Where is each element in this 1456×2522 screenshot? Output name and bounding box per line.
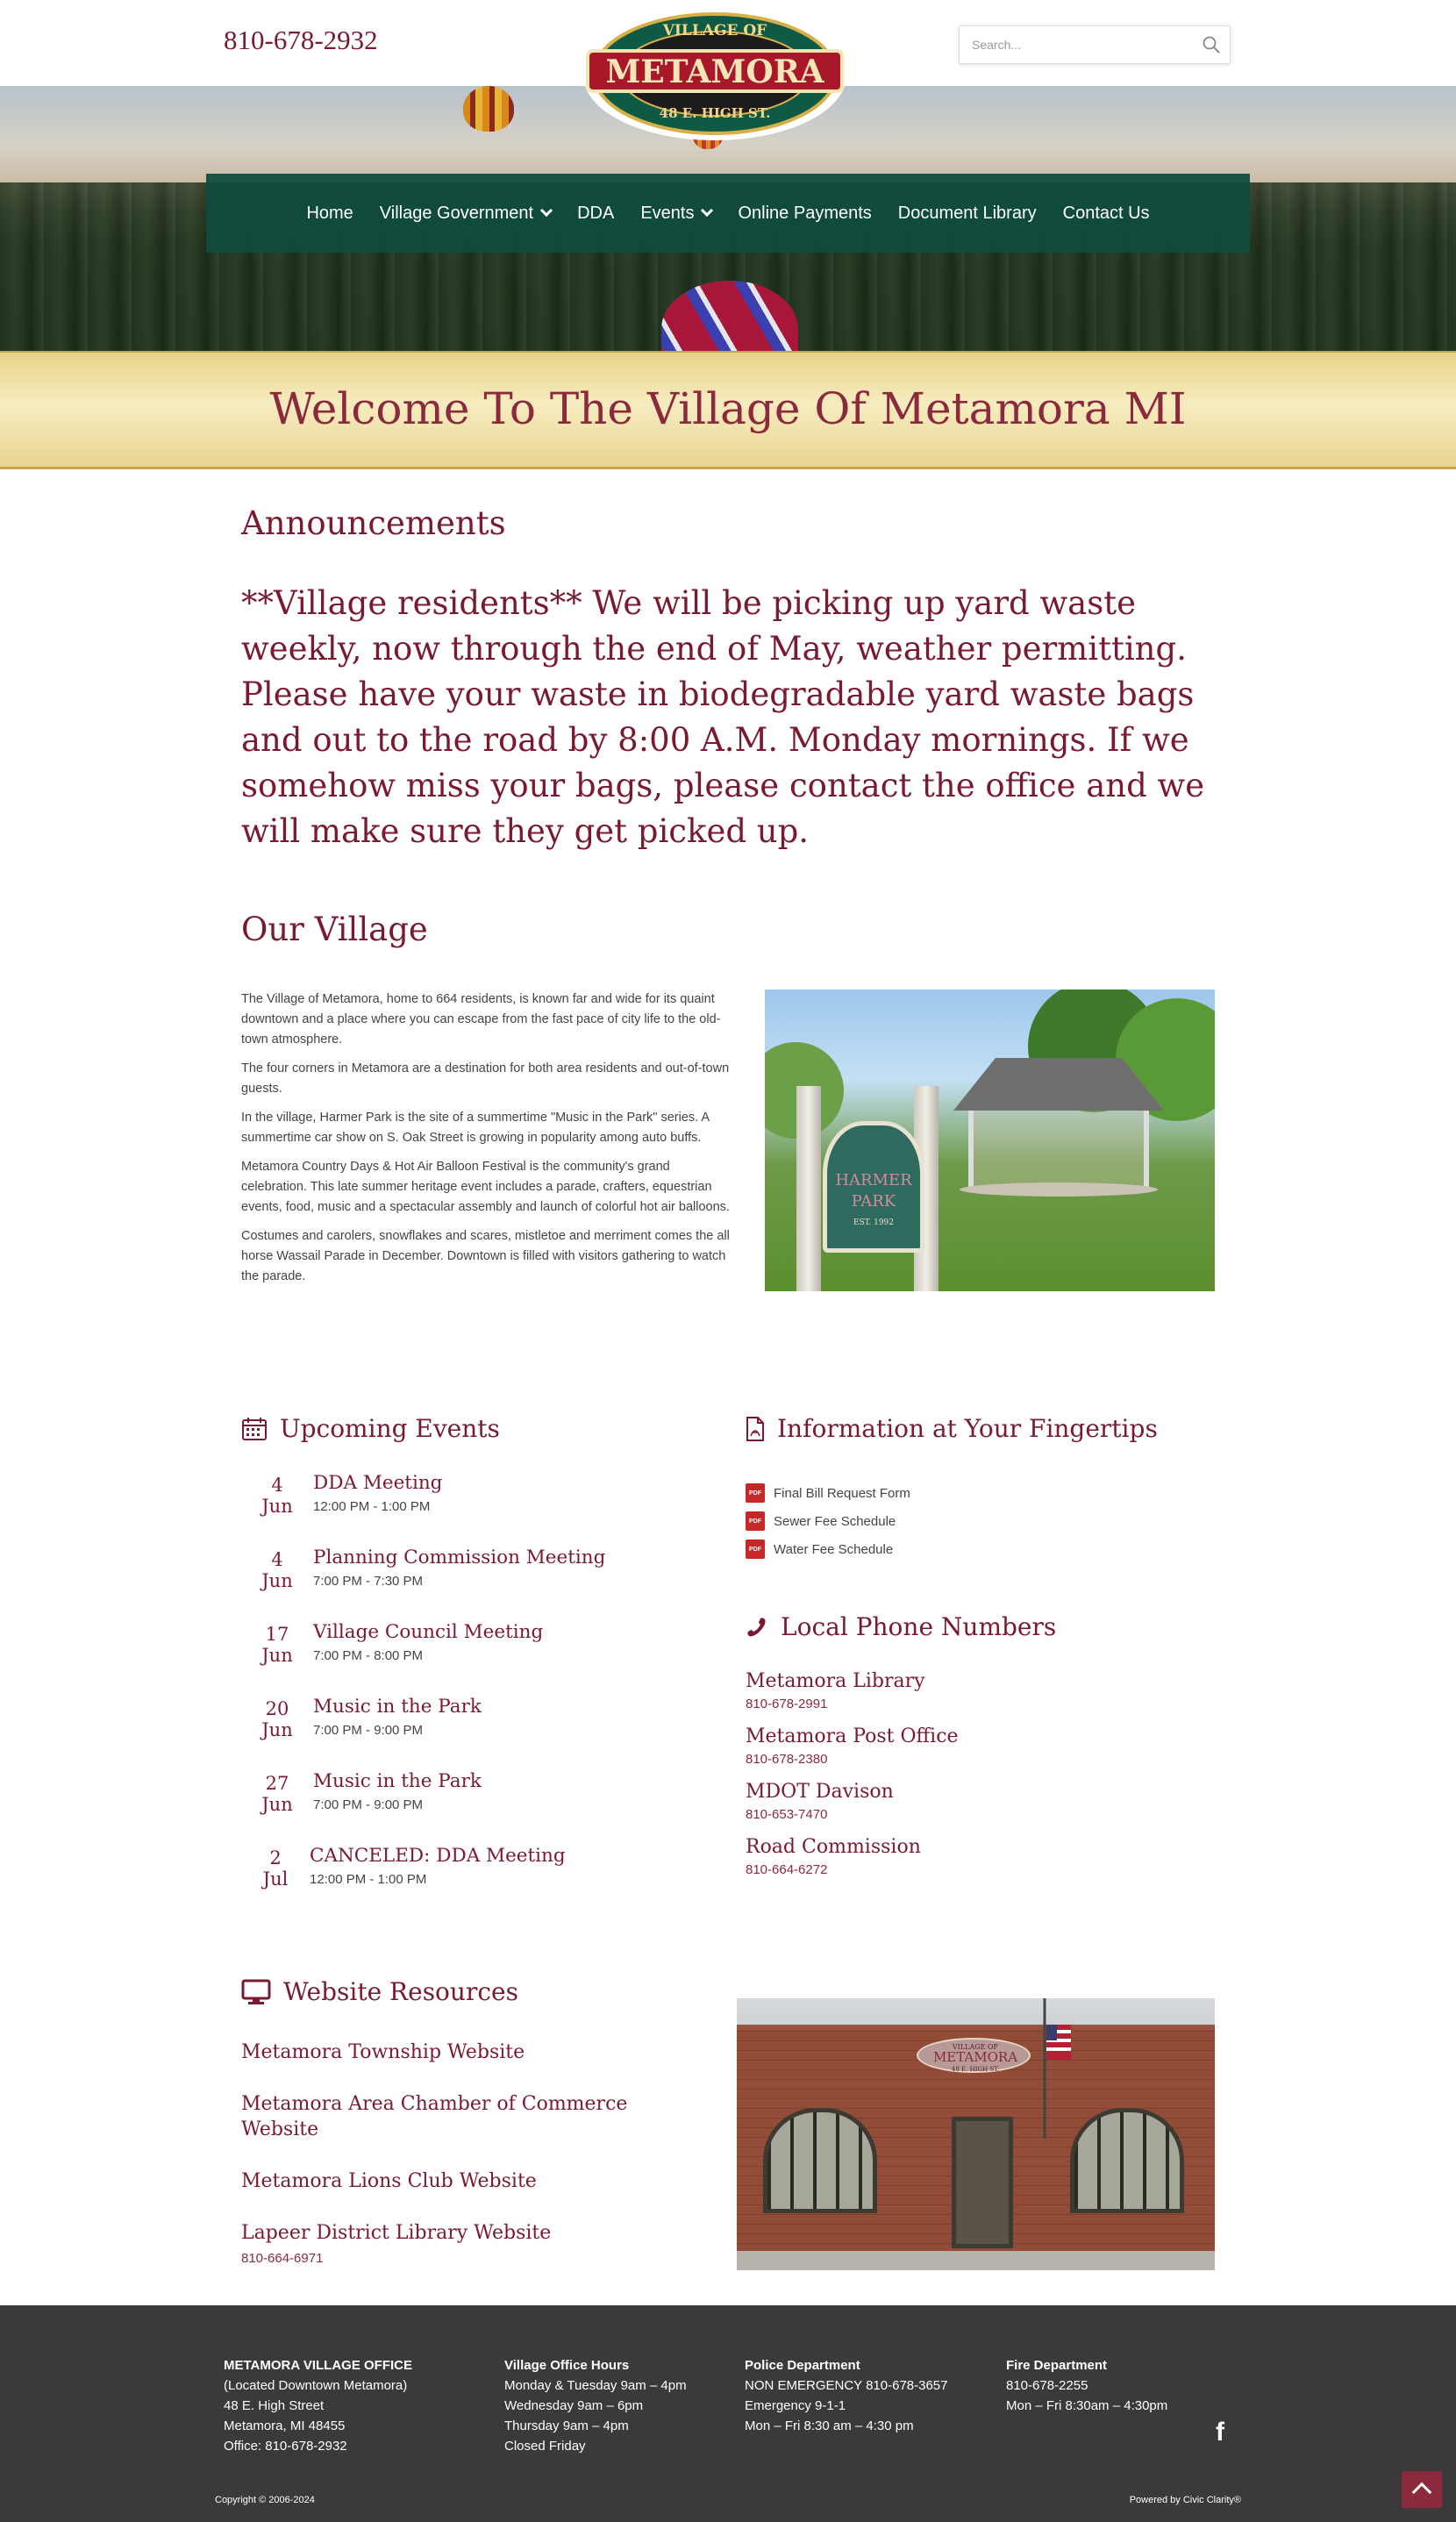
footer-line: 48 E. High Street: [224, 2398, 325, 2413]
document-label[interactable]: Sewer Fee Schedule: [774, 1513, 896, 1529]
event-day: 27: [265, 1773, 289, 1794]
event-time: 7:00 PM - 8:00 PM: [313, 1648, 424, 1663]
phone-entry-name: Metamora Post Office: [746, 1725, 959, 1747]
pdf-icon: PDF: [746, 1511, 765, 1531]
phone-entry: [746, 1670, 959, 1725]
phone-numbers-heading: [746, 1612, 1056, 1641]
footer-line: (Located Downtown Metamora): [224, 2378, 408, 2393]
village-paragraph: Metamora Country Days & Hot Air Balloon Festival is the community's grand celebration. This late summer heritage event includes a parade, crafters, equestrian events, food, music and a spectacular assembly and launch of colorful hot air balloons.: [241, 1160, 730, 1214]
event-time: 12:00 PM - 1:00 PM: [313, 1499, 431, 1514]
footer-line: Metamora, MI 48455: [224, 2418, 346, 2433]
resource-link[interactable]: Metamora Lions Club Website: [241, 2170, 537, 2192]
nav-events[interactable]: Events: [640, 204, 711, 224]
phone-numbers-label: Local Phone Numbers: [781, 1612, 1057, 1641]
pdf-icon: PDF: [746, 1540, 765, 1559]
event-name[interactable]: Planning Commission Meeting: [313, 1547, 606, 1568]
sign-est: EST. 1992: [853, 1218, 895, 1227]
document-link[interactable]: [746, 1535, 910, 1563]
event-date: [241, 1547, 313, 1621]
logo-top-text: VILLAGE OF: [662, 22, 767, 39]
event-item[interactable]: [241, 1696, 680, 1770]
office-sign-address: 48 E. HIGH ST.: [951, 2066, 1000, 2073]
village-paragraph: The four corners in Metamora are a destination for both area residents and out-of-town guests.: [241, 1061, 730, 1096]
footer-office: [224, 2355, 412, 2456]
footer-line: Thursday 9am – 4pm: [504, 2418, 629, 2433]
footer-line: Monday & Tuesday 9am – 4pm: [504, 2378, 687, 2393]
calendar-icon: [241, 1417, 268, 1441]
nav-dda[interactable]: DDA: [577, 203, 615, 223]
header-phone[interactable]: 810-678-2932: [224, 25, 378, 55]
event-month: Jun: [261, 1645, 293, 1666]
event-month: Jun: [261, 1794, 293, 1815]
footer-line: Mon – Fri 8:30am – 4:30pm: [1006, 2398, 1168, 2413]
phone-entry-name: MDOT Davison: [746, 1781, 894, 1803]
desktop-icon: [241, 1979, 271, 2005]
event-date: [241, 1770, 313, 1845]
event-day: 20: [265, 1698, 289, 1719]
footer-hours: [504, 2355, 687, 2456]
event-name[interactable]: Village Council Meeting: [313, 1621, 544, 1643]
sidewalk: [737, 2251, 1215, 2270]
office-sign-top: VILLAGE OF: [952, 2043, 999, 2051]
event-name[interactable]: CANCELED: DDA Meeting: [310, 1845, 566, 1867]
event-day: 2: [269, 1847, 282, 1868]
document-link[interactable]: [746, 1479, 910, 1507]
village-office-photo: [737, 1998, 1215, 2270]
resource-link[interactable]: Lapeer District Library Website: [241, 2222, 552, 2244]
logo-address: 48 E. HIGH ST.: [659, 105, 771, 121]
event-time: 12:00 PM - 1:00 PM: [310, 1872, 427, 1887]
footer-line[interactable]: NON EMERGENCY 810-678-3657: [745, 2378, 948, 2393]
website-resources-label: Website Resources: [283, 1977, 518, 2006]
event-day: 4: [271, 1549, 283, 1570]
phone-entry: [746, 1836, 959, 1891]
event-day: 17: [265, 1624, 289, 1645]
village-logo[interactable]: [581, 5, 849, 146]
harmer-park-sign: [823, 1121, 924, 1253]
gazebo-shape: [960, 1182, 1158, 1197]
footer-police: [745, 2355, 948, 2436]
events-list: [241, 1472, 680, 1919]
document-label[interactable]: Water Fee Schedule: [774, 1541, 894, 1557]
footer-fire: [1006, 2355, 1167, 2416]
village-paragraph: The Village of Metamora, home to 664 residents, is known far and wide for its quaint downtown and a place where you can escape from the fast pace of city life to the old-town atmosphere.: [241, 992, 721, 1047]
chevron-down-icon: [540, 204, 553, 217]
nav-home[interactable]: Home: [306, 203, 353, 223]
flag-icon: [1039, 1998, 1074, 2139]
info-heading: [746, 1414, 1158, 1443]
website-resources-heading: [241, 1977, 518, 2006]
phone-entry-number[interactable]: 810-664-6272: [746, 1862, 828, 1877]
search-box: [959, 25, 1231, 64]
sign-post: [796, 1086, 821, 1291]
phone-entry-number[interactable]: 810-678-2380: [746, 1752, 828, 1767]
window-shape: [1070, 2108, 1184, 2213]
footer-line: Closed Friday: [504, 2439, 586, 2454]
event-time: 7:00 PM - 7:30 PM: [313, 1574, 424, 1589]
document-link[interactable]: [746, 1507, 910, 1535]
event-item[interactable]: [241, 1845, 680, 1919]
event-date: [241, 1621, 313, 1696]
gazebo-shape: [968, 1111, 1149, 1190]
event-item[interactable]: [241, 1621, 680, 1696]
pdf-icon: PDF: [746, 1483, 765, 1503]
footer-line[interactable]: 810-678-2255: [1006, 2378, 1088, 2393]
resource-link[interactable]: Metamora Area Chamber of Commerce Website: [241, 2093, 628, 2140]
village-paragraph: Costumes and carolers, snowflakes and scares, mistletoe and merriment comes the all horse Wassail Parade in December. Downtown is filled with visitors gathering to watch the parade.: [241, 1229, 730, 1283]
event-month: Jun: [261, 1719, 293, 1740]
footer-hours-heading: Village Office Hours: [504, 2358, 630, 2373]
event-time: 7:00 PM - 9:00 PM: [313, 1797, 424, 1812]
site-footer: [0, 2305, 1456, 2522]
phone-entry-number[interactable]: 810-678-2991: [746, 1697, 828, 1711]
our-village-text: [241, 990, 732, 1296]
footer-line: Wednesday 9am – 6pm: [504, 2398, 644, 2413]
phone-list: [746, 1670, 959, 1891]
chevron-up-icon: [1412, 2483, 1432, 2503]
office-sign-text: [918, 2040, 1032, 2075]
event-date: [241, 1696, 313, 1770]
nav-contact-us[interactable]: Contact Us: [1062, 203, 1150, 223]
powered-by-link[interactable]: Powered by Civic Clarity®: [1129, 2495, 1241, 2505]
event-month: Jun: [261, 1496, 293, 1517]
office-sign-name: METAMORA: [932, 2049, 1018, 2065]
copyright: Copyright © 2006-2024: [215, 2495, 315, 2505]
welcome-band: [0, 351, 1456, 469]
event-date: [241, 1845, 310, 1919]
event-name[interactable]: DDA Meeting: [313, 1472, 443, 1494]
event-item[interactable]: [241, 1770, 680, 1845]
announcement-text: **Village residents** We will be picking up yard waste weekly, now through the end of May, weather permitting. Please have your waste in biodegradable yard waste bags and out to the road by 8:00 A.M. Monday mornings. If we somehow miss your bags, please contact the office and we will make sure they get picked up.: [241, 584, 1205, 850]
chevron-down-icon: [701, 204, 713, 217]
event-date: [241, 1472, 313, 1547]
event-name[interactable]: Music in the Park: [313, 1770, 482, 1792]
village-paragraph: In the village, Harmer Park is the site of a summertime "Music in the Park" series. A summertime car show on S. Oak Street is growing in popularity among auto buffs.: [241, 1111, 710, 1145]
upcoming-events-heading: [241, 1414, 500, 1443]
harmer-park-photo: [765, 990, 1215, 1291]
footer-line: Mon – Fri 8:30 am – 4:30 pm: [745, 2418, 914, 2433]
event-month: Jul: [262, 1868, 289, 1890]
phone-entry: [746, 1781, 959, 1836]
footer-line: Emergency 9-1-1: [745, 2398, 846, 2413]
office-sign: [917, 2038, 1031, 2073]
info-label: Information at Your Fingertips: [777, 1414, 1158, 1443]
event-item[interactable]: [241, 1472, 680, 1547]
door-shape: [952, 2117, 1013, 2248]
footer-line[interactable]: Office: 810-678-2932: [224, 2439, 347, 2454]
facebook-icon[interactable]: f: [1216, 2418, 1224, 2447]
document-label[interactable]: Final Bill Request Form: [774, 1485, 910, 1501]
announcements-heading: Announcements: [241, 504, 506, 542]
resource-link[interactable]: Metamora Township Website: [241, 2041, 525, 2063]
footer-fire-heading: Fire Department: [1006, 2358, 1108, 2373]
phone-icon: [746, 1616, 768, 1639]
phone-entry-number[interactable]: 810-653-7470: [746, 1807, 828, 1822]
upcoming-events-label: Upcoming Events: [280, 1414, 500, 1443]
main-nav: [206, 174, 1250, 253]
sign-line-1: HARMER: [835, 1171, 912, 1190]
documents-list: [746, 1479, 910, 1563]
event-month: Jun: [261, 1570, 293, 1591]
phone-entry: [746, 1725, 959, 1781]
file-pdf-icon: [746, 1417, 765, 1441]
logo-name: METAMORA: [605, 54, 824, 90]
footer-office-heading: METAMORA VILLAGE OFFICE: [224, 2358, 412, 2373]
search-input[interactable]: [960, 26, 1188, 63]
resources-list: [241, 2040, 680, 2266]
window-shape: [763, 2108, 877, 2213]
footer-police-heading: Police Department: [745, 2358, 860, 2373]
event-name[interactable]: Music in the Park: [313, 1696, 482, 1718]
nav-village-government[interactable]: Village Government: [380, 204, 551, 224]
event-time: 7:00 PM - 9:00 PM: [313, 1723, 424, 1738]
phone-entry-name: Road Commission: [746, 1836, 921, 1858]
event-day: 4: [271, 1475, 283, 1496]
library-phone[interactable]: 810-664-6971: [241, 2251, 324, 2266]
sign-line-2: PARK: [851, 1192, 896, 1211]
nav-document-library[interactable]: Document Library: [897, 203, 1037, 223]
phone-entry-name: Metamora Library: [746, 1670, 925, 1692]
page-title: Welcome To The Village Of Metamora MI: [269, 383, 1187, 434]
balloon-image: [463, 86, 514, 132]
scroll-to-top-button[interactable]: [1402, 2471, 1442, 2508]
search-icon[interactable]: [1202, 35, 1221, 54]
nav-online-payments[interactable]: Online Payments: [738, 203, 872, 223]
event-item[interactable]: [241, 1547, 680, 1621]
our-village-heading: Our Village: [241, 911, 428, 948]
